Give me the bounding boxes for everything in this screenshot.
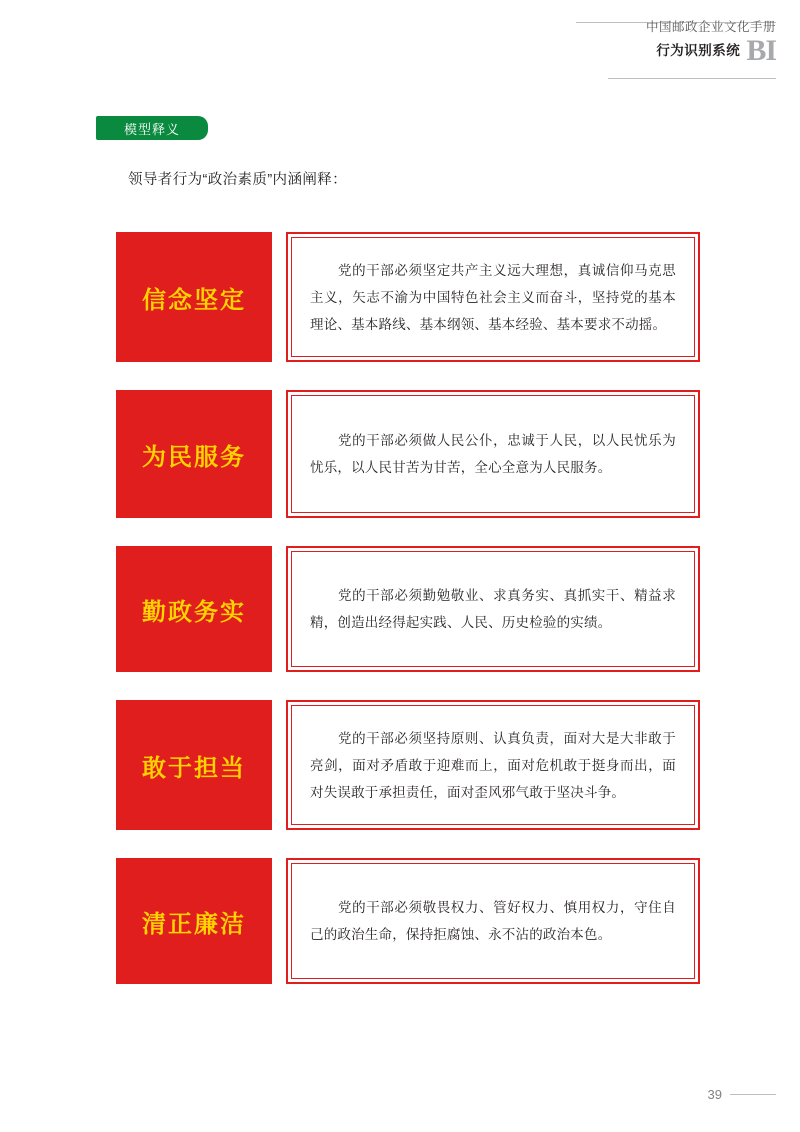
footer-rule (730, 1094, 776, 1095)
row-label-text: 清正廉洁 (142, 909, 246, 938)
row-body-box (286, 232, 700, 362)
row-body-inner (291, 395, 695, 513)
page-header (0, 0, 800, 92)
row-body-box (286, 390, 700, 518)
row-body-text: 党的干部必须坚持原则、认真负责，面对大是大非敢于亮剑，面对矛盾敢于迎难而上，面对危机敢于挺身而出，面对失误敢于承担责任，面对歪风邪气敢于坚决斗争。 (310, 730, 676, 800)
row-label-box (116, 390, 272, 518)
row-label-box (116, 546, 272, 672)
row-body-box (286, 546, 700, 672)
row-body-text: 党的干部必须勤勉敬业、求真务实、真抓实干、精益求精，创造出经得起实践、人民、历史检验的实绩。 (310, 588, 676, 630)
row-body-box (286, 858, 700, 984)
table-row (116, 232, 700, 362)
system-title: 行为识别系统 (656, 43, 741, 59)
row-label-box (116, 232, 272, 362)
row-body-text: 党的干部必须敬畏权力、管好权力、慎用权力，守住自己的政治生命，保持拒腐蚀、永不沾的政治本色。 (310, 900, 676, 942)
table-row (116, 546, 700, 672)
page-number: 39 (707, 1087, 722, 1102)
row-body-inner (291, 237, 695, 357)
row-body-text: 党的干部必须做人民公仆，忠诚于人民，以人民忧乐为忧乐，以人民甘苦为甘苦，全心全意为人民服务。 (310, 433, 676, 475)
manual-title: 中国邮政企业文化手册 (645, 20, 776, 34)
row-label-text: 为民服务 (142, 442, 246, 471)
row-body-text: 党的干部必须坚定共产主义远大理想，真诚信仰马克思主义，矢志不渝为中国特色社会主义而奋斗，坚持党的基本理论、基本路线、基本纲领、基本经验、基本要求不动摇。 (310, 262, 676, 332)
header-titles (645, 18, 776, 68)
header-bottom-rule (608, 78, 776, 79)
row-body-inner (291, 863, 695, 979)
row-label-box (116, 858, 272, 984)
row-body-inner (291, 705, 695, 825)
page-footer (708, 1087, 776, 1102)
content-rows (116, 232, 700, 1012)
system-title-row (646, 34, 776, 68)
system-abbreviation: BI (746, 34, 776, 68)
row-label-text: 信念坚定 (142, 285, 246, 314)
row-label-box (116, 700, 272, 830)
table-row (116, 390, 700, 518)
row-label-text: 勤政务实 (142, 597, 246, 626)
row-label-text: 敢于担当 (142, 753, 246, 782)
row-body-box (286, 700, 700, 830)
table-row (116, 858, 700, 984)
table-row (116, 700, 700, 830)
section-tag: 模型释义 (96, 116, 208, 140)
row-body-inner (291, 551, 695, 667)
section-intro: 领导者行为“政治素质”内涵阐释： (128, 172, 348, 188)
